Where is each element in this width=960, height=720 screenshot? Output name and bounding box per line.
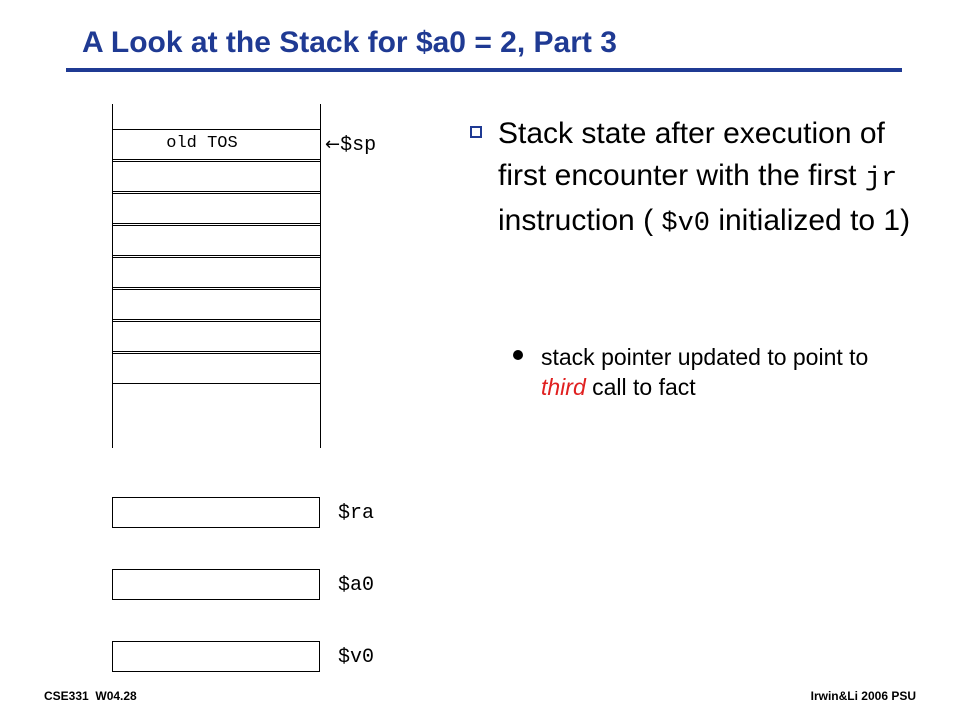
footer-left: CSE331 W04.28: [44, 689, 137, 703]
code-jr: jr: [864, 164, 898, 194]
square-bullet-icon: [470, 126, 482, 138]
stack-slot: [112, 193, 320, 224]
register-label-ra: $ra: [338, 502, 375, 525]
register-label-v0: $v0: [338, 646, 375, 669]
old-tos-label: old TOS: [166, 134, 238, 153]
bullet-text-part: Stack state after execution of first encounter with the first: [498, 117, 885, 192]
sub-bullet-text: [541, 342, 901, 402]
emphasis-third: third: [541, 374, 586, 400]
register-box-a0: [112, 569, 320, 600]
stack-slot: [112, 353, 320, 384]
stack-right-edge: [320, 104, 321, 448]
stack-slot: [112, 257, 320, 288]
register-label-a0: $a0: [338, 574, 375, 597]
sp-label: $sp: [340, 134, 377, 157]
stack-slot: [112, 161, 320, 192]
footer-right: Irwin&Li 2006 PSU: [810, 689, 916, 703]
bullet-text-part: initialized to 1): [710, 204, 911, 237]
bullet-text-part: instruction (: [498, 204, 662, 237]
stack-pointer-marker: [325, 133, 376, 157]
code-v0: $v0: [661, 209, 710, 239]
main-bullet-text: [498, 113, 918, 245]
stack-slot: [112, 225, 320, 256]
stack-slot: [112, 321, 320, 352]
sub-bullet-part: stack pointer updated to point to: [541, 344, 869, 370]
sub-bullet-part: call to fact: [585, 374, 696, 400]
stack-slot: [112, 289, 320, 320]
slide-title: A Look at the Stack for $a0 = 2, Part 3: [82, 26, 617, 59]
register-box-v0: [112, 641, 320, 672]
round-bullet-icon: [513, 350, 523, 360]
title-underline: [66, 68, 902, 72]
register-box-ra: [112, 497, 320, 528]
left-arrow-icon: ←: [325, 134, 341, 155]
